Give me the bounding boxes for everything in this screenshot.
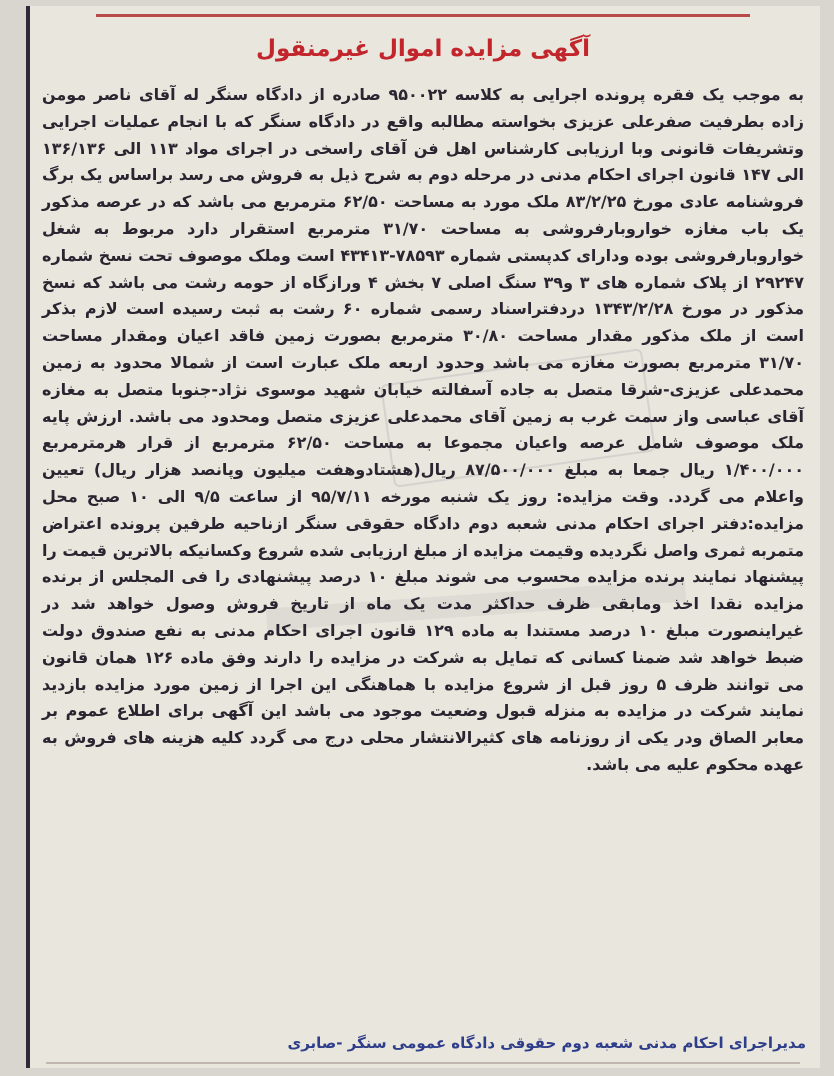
newspaper-clipping bbox=[26, 6, 820, 1068]
left-border bbox=[26, 6, 30, 1068]
notice-body: به موجب یک فقره پرونده اجرایی به کلاسه ۹۵۰۰۲۲ صادره از دادگاه سنگر له آقای ناصر مومن زاده بطرفیت صفرعلی عزیزی بخواسته مطالبه واقع در دادگاه سنگر که با انجام عملیات اجرایی وتشریفات قانونی وبا ارزیابی کارشناس اهل فن آقای راسخی در اجرای مواد ۱۱۳ الی ۱۳۶/۱۳۶ الی ۱۴۷ قانون اجرای احکام مدنی در مرحله دوم به شرح ذیل به فروش می رسد براساس یک برگ فروشنامه عادی مورخ ۸۳/۲/۲۵ ملک مورد به مساحت ۶۲/۵۰ مترمربع می باشد که در عرصه مذکور یک باب مغازه خواروبارفروشی به مساحت ۳۱/۷۰ مترمربع استقرار دارد مربوط به شغل خواروبارفروشی بوده ودارای کدپستی شماره ۷۸۵۹۳-۴۳۴۱۳ است وملک موصوف تحت نسخ شماره ۲۹۲۴۷ از پلاک شماره های ۳ و۳۹ سنگ اصلی ۷ بخش ۴ ورازگاه از حومه رشت می باشد که نسخ مذکور در مورخ ۱۳۴۳/۲/۲۸ دردفتراسناد رسمی شماره ۶۰ رشت به ثبت رسیده است لازم بذکر است از ملک مذکور مقدار مساحت ۳۰/۸۰ مترمربع بصورت زمین فاقد اعیان ومقدار مساحت ۳۱/۷۰ مترمربع بصورت مغازه می باشد وحدود اربعه ملک عبارت است از شمالا محدود به زمین محمدعلی عزیزی-شرقا متصل به جاده آسفالته خیابان شهید موسوی نژاد-جنوبا متصل به مغازه آقای عباسی واز سمت غرب به زمین آقای محمدعلی عزیزی متصل ومحدود می باشد. ارزش پایه ملک موصوف شامل عرصه واعیان مجموعا به مساحت ۶۲/۵۰ مترمربع از قرار هرمترمربع ۱/۴۰۰/۰۰۰ ریال جمعا به مبلغ ۸۷/۵۰۰/۰۰۰ ریال(هشتادوهفت میلیون وپانصد هزار ریال) تعیین واعلام می گردد. وقت مزایده: روز یک شنبه مورخه ۹۵/۷/۱۱ از ساعت ۹/۵ الی ۱۰ صبح محل مزایده:دفتر اجرای احکام مدنی شعبه دوم دادگاه حقوقی سنگر ازناحیه طرفین پرونده اعتراض متمربه ثمری واصل نگردیده وقیمت مزایده از مبلغ ارزیابی شده شروع وکسانیکه بالاترین قیمت را پیشنهاد نمایند برنده مزایده محسوب می شوند مبلغ ۱۰ درصد پیشنهادی را فی المجلس از برنده مزایده نقدا اخذ ومابقی ظرف حداکثر مدت یک ماه از تاریخ فروش وصول خواهد شد در غیراینصورت مبلغ ۱۰ درصد مستندا به ماده ۱۲۹ قانون اجرای احکام مدنی به نفع صندوق دولت ضبط خواهد شد ضمنا کسانی که تمایل به شرکت در مزایده را دارند وفق ماده ۱۲۶ همان قانون می توانند ظرف ۵ روز قبل از شروع مزایده با هماهنگی این اجرا از زمین مورد مزایده بازدید نمایند شرکت در مزایده به منزله قبول وضعیت موجود می باشد این آگهی برای اطلاع عموم بر معابر الصاق ودر یکی از روزنامه های کثیرالانتشار محلی درج می گردد کلیه هزینه های فروش به عهده محکوم علیه می باشد. bbox=[42, 85, 805, 774]
top-divider bbox=[96, 14, 750, 17]
notice-signature: مدیراجرای احکام مدنی شعبه دوم حقوقی دادگاه عمومی سنگر -صابری bbox=[287, 1034, 806, 1052]
bottom-divider bbox=[46, 1062, 800, 1064]
notice-title: آگهی مزایده اموال غیرمنقول bbox=[255, 36, 591, 62]
